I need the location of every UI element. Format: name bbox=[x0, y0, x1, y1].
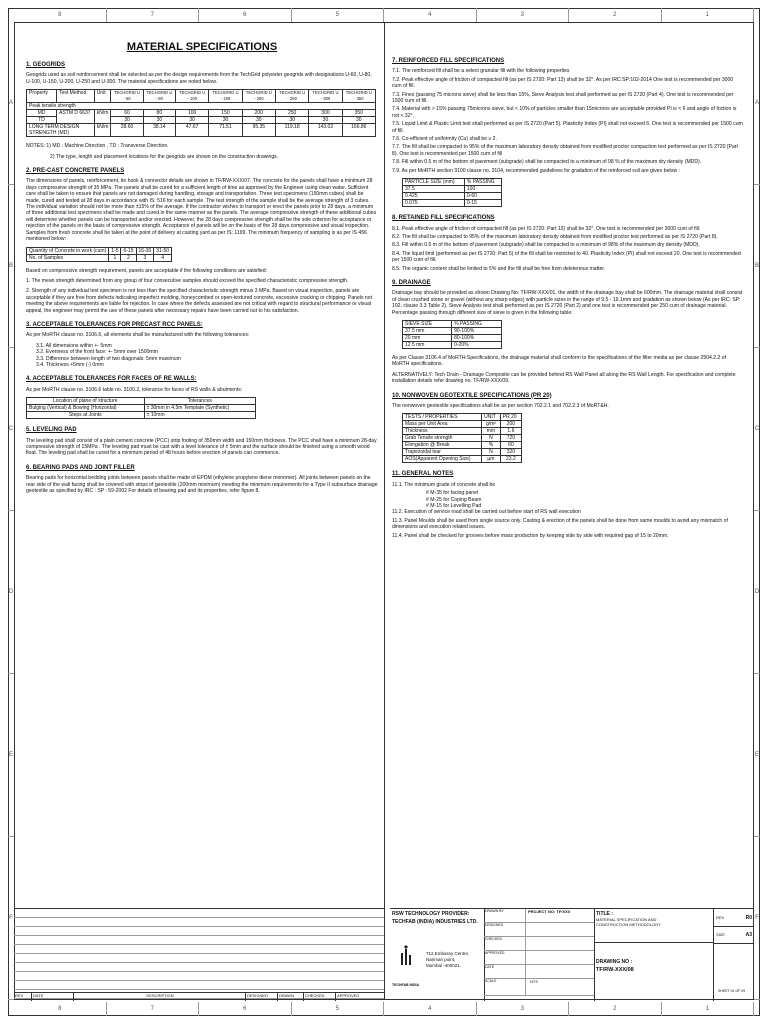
table-cell: 47.67 bbox=[175, 124, 208, 137]
row-marker: B bbox=[754, 185, 760, 348]
table-cell: 30 bbox=[342, 117, 375, 124]
row-marker: E bbox=[754, 674, 760, 837]
precast-panels-para: The dimensions of panels, reinforcement, tie hook & connector details are shown in TF/RW-XXX/07. The concrete for the panels shall have a minimum 28 days compressive strength of 35 MPa. The panels shall be cured for a sufficient length of time as approved by the Engineer using clean water. Sufficient care shall be taken to ensure that panels are not damaged during handling, storage and transportation. Three test specimens (150mm cubes) shall be made, cured and tested at 28 days in accordance with IS: 516 for each sample. The test strength of the sample shall be the average strength of 3 cubes. The individual variation should not be more than ±15% of the average. If the contractor wishes to transport or erect the panels prior to 28 days, a minimum of three additional test specimens shall be made and cured in the same manner as the panels. The average compressive strength of these additional cubes will determine whether panels can be transported and/or erected. However, the 28 days compressive strength shall be the sole criterion for acceptance or rejection of the panels on the basis of compressive strength. Acceptance of panels will be on the basis of the 28 days compressive and visual inspection. Samples from fresh concrete shall be taken at the point of delivery at casting yard as per IS: 1199. The minimum frequency of sampling is as per IS 456 mentioned below: bbox=[26, 178, 377, 243]
table-cell: 90-100% bbox=[452, 327, 502, 334]
bearing-pads-para: Bearing pads for horizontal bedding joints between panels shall be made of EPDM (ethylene propylene diene monomer). All joints between panels on the rear side of the wall facing shall be covered with strips of geotextile (200mm minimum) meeting the minimum requirements for a Type II subsurface drainage geotextile as specified by IRC : SP : 59-2002 For details of bearing pad and its properties, refer figure 8. bbox=[26, 475, 378, 495]
table-cell: 0-15 bbox=[464, 200, 501, 207]
table-cell: 38.14 bbox=[143, 124, 175, 137]
precast-panels-heading: 2. PRE-CAST CONCRETE PANELS bbox=[26, 168, 125, 175]
table-cell: Elongation @ Break bbox=[403, 442, 482, 449]
table-cell: 350 bbox=[342, 110, 375, 117]
table-header: TECHGRID U - 150 bbox=[209, 90, 242, 103]
bearing-pads-heading: 6. BEARING PADS AND JOINT FILLER bbox=[26, 464, 135, 471]
table-header: PARTICLE SIZE (mm) bbox=[403, 179, 465, 186]
row-marker: D bbox=[8, 511, 14, 674]
table-cell: 60 bbox=[111, 110, 143, 117]
table-cell: 320 bbox=[500, 449, 521, 456]
table-cell: 100 bbox=[175, 110, 208, 117]
list-item: 7.4. Material with > 15% passing 75microns sieve, but < 10% of particles smaller than 15microns are acceptable provided PI is < 6 and angle of friction is not < 32°. bbox=[392, 106, 737, 119]
revision-rows bbox=[14, 909, 384, 999]
rev-value: R0 bbox=[745, 914, 752, 921]
title-block-row bbox=[484, 937, 594, 951]
column-marker: 1 bbox=[662, 1002, 755, 1016]
title-block-row bbox=[484, 951, 594, 965]
rev-col: REV bbox=[14, 993, 32, 1001]
table-header: TESTS / PROPERTIES bbox=[403, 414, 482, 421]
list-item: 8.4. The liquid limit (performed as per IS 2720: Part 5) of the fill shall be restricted to 40. Plasticity Index (PI) shall not exceed 20. One test is recommended per 1500 cum of fill. bbox=[392, 250, 741, 264]
revision-header bbox=[14, 992, 384, 1001]
table-cell: 31-50 bbox=[154, 247, 172, 254]
provider-name: TECHFAB (INDIA) INDUSTRIES LTD. bbox=[392, 919, 478, 925]
table-cell: AOS(Apparent Opening Size) bbox=[403, 456, 482, 463]
title-block-row bbox=[484, 923, 594, 937]
table-header: PR 20 bbox=[500, 414, 521, 421]
column-marker: 4 bbox=[384, 8, 477, 22]
description-col: DESCRIPTION bbox=[74, 993, 246, 1001]
table-cell: No. of Samples bbox=[27, 254, 109, 261]
row-marker: F bbox=[8, 837, 14, 1000]
geotextile-heading: 10. NONWOVEN GEOTEXTILE SPECIFICATIONS (PR 20) bbox=[392, 392, 552, 399]
list-item: 11.3. Panel Moulds shall be used from single source only. Casting & erection of the panels shall be done from same moulds to avoid any mismatch of dimensions and execution related issues. bbox=[392, 517, 728, 531]
geogrids-intro: Geogrids used as soil reinforcement shall be selected as per the design requirements from the TechGrid polyester geogrids with designations U-60, U-80, U-100, U-150, U-200, U-250 and U-300. The material specifications are noted below. bbox=[26, 72, 372, 85]
table-cell: 30 bbox=[111, 117, 143, 124]
table-cell: 3 bbox=[136, 254, 154, 261]
sheet-number: SHEET 01 OF 09 bbox=[718, 989, 746, 993]
title-block-label: DRAWN BY bbox=[484, 909, 526, 922]
list-item: 11.2. Execution of service road shall be carried out before start of RS wall execution bbox=[392, 509, 581, 516]
table-cell: TD bbox=[27, 117, 57, 124]
table-header: Unit bbox=[94, 90, 111, 103]
table-cell: 300 bbox=[309, 110, 342, 117]
table-cell: 30 bbox=[242, 117, 275, 124]
table-cell: Quantity of Concrete in work (cum) bbox=[27, 247, 109, 254]
particle-size-table bbox=[402, 178, 502, 207]
row-marker: E bbox=[8, 674, 14, 837]
leveling-pad-para: The leveling pad shall consist of a plain cement concrete (PCC) strip footing of 350mm width and 150mm thickness. The PCC shall have a minimum 28-day compressive strength of 15MPa . The leveling pad must be cast with a level tolerance of ± 5mm and the surface should be finished using a smooth wood float. The leveling pad shall be cured for a minimum period of 48 hours before erection of panels can commence. bbox=[26, 437, 377, 457]
tolerance-item: 3.1. All dimensions within +- 5mm bbox=[36, 342, 112, 349]
list-item: 11.4. Panel shall be checked for grooves before mass production by keeping side by side with required gap of 15 to 20mm. bbox=[392, 532, 669, 539]
table-cell: 30 bbox=[309, 117, 342, 124]
table-header: TECHGRID U - 60 bbox=[111, 90, 143, 103]
sampling-frequency-table bbox=[26, 247, 172, 262]
table-cell: 16-30 bbox=[136, 247, 154, 254]
provider-label: RSW TECHNOLOGY PROVIDER: bbox=[392, 911, 470, 917]
title-block-row bbox=[484, 979, 594, 996]
list-item: 7.9. As per MoRTH section 3100 clause no. 3104, recommended guidelines for gradation of the reinforced soil are given below : bbox=[392, 167, 680, 174]
column-marker: 2 bbox=[569, 8, 662, 22]
table-cell: 80 bbox=[143, 110, 175, 117]
column-marker: 1 bbox=[662, 8, 755, 22]
list-item: 7.8. Fill within 0.5 m of the bottom of pavement (subgrade) shall be compacted to a minimum of 98 % of the maximum dry density (MDD). bbox=[392, 159, 702, 166]
table-cell: Bulging (Vertical) & Bowing (Horizontal) bbox=[27, 405, 145, 412]
table-cell: Mass per Unit Area bbox=[403, 421, 482, 428]
table-header: TECHGRID U - 100 bbox=[175, 90, 208, 103]
table-header: % PASSING bbox=[452, 320, 502, 327]
top-column-markers bbox=[14, 8, 754, 22]
table-header: Tolerances bbox=[144, 398, 255, 405]
column-marker: 5 bbox=[292, 1002, 385, 1016]
title-block bbox=[390, 908, 754, 1001]
list-item: 8.2. The fill shall be compacted to 95% of the maximum laboratory density obtained from modified proctor test performed as per IS 2720 (Part 8). bbox=[392, 233, 718, 240]
geogrid-spec-table bbox=[26, 89, 376, 137]
column-marker: 6 bbox=[199, 1002, 292, 1016]
title-block-label: SCALE bbox=[484, 979, 526, 995]
table-header: Test Method bbox=[57, 90, 95, 103]
drainage-heading: 9. DRAINAGE bbox=[392, 279, 431, 286]
title-block-label: CHECKED bbox=[484, 937, 526, 950]
address-line: 712,Embassy Centre, bbox=[426, 951, 470, 956]
acceptance-intro: Based on compressive strength requirement, panels are acceptable if the following conditions are satisfied: bbox=[26, 267, 267, 274]
title-block-row bbox=[484, 909, 594, 923]
list-item: # M-25 for Coping Beam bbox=[426, 496, 482, 503]
table-cell: 30 bbox=[275, 117, 308, 124]
table-cell: 37.5 bbox=[403, 186, 465, 193]
table-header: TECHGRID U - 350 bbox=[342, 90, 375, 103]
tolerance-item: 3.2. Evenness of the front face: +- 5mm over 1500mm bbox=[36, 349, 158, 356]
list-item: # M-15 for Levelling Pad bbox=[426, 503, 482, 510]
column-marker: 4 bbox=[384, 1002, 477, 1016]
table-cell: 250 bbox=[275, 110, 308, 117]
table-cell: 95.35 bbox=[242, 124, 275, 137]
table-cell: 60 bbox=[500, 442, 521, 449]
table-cell: Trapezoidal tear bbox=[403, 449, 482, 456]
re-wall-tolerances-intro: As per MoRTH clause no. 3106.6 table no. 3100.2, tolerance for faces of RS walls & abutments: bbox=[26, 386, 243, 393]
geotextile-intro: The nonwoven geotextile specifications shall be as per section 702.2.1 and 702.2.3 of MoRT&H. bbox=[392, 403, 609, 409]
table-cell: 143.02 bbox=[309, 124, 342, 137]
logo-text: TECHFAB INDIA bbox=[392, 983, 420, 987]
title-text-line: MATERIAL SPECIFICATION AND bbox=[596, 917, 657, 922]
table-cell: ± 30mm in 4.5m Template (Synthetic) bbox=[144, 405, 255, 412]
date-col: DATE bbox=[32, 993, 74, 1001]
table-cell: MD bbox=[27, 110, 57, 117]
table-cell: 150 bbox=[209, 110, 242, 117]
column-marker: 6 bbox=[199, 8, 292, 22]
size-value: A3 bbox=[745, 931, 752, 938]
table-cell: N bbox=[482, 449, 501, 456]
tolerance-item: 3.3. Difference between length of two diagonals: 5mm maximum bbox=[36, 355, 181, 362]
drainage-after: As per Clause 3106.4 of MoRTH Specifications, the drainage material shall conform to the specifications of the filter media as per clause 2504.2.2 of MoRTH specifications. bbox=[392, 354, 727, 368]
geogrids-heading: 1. GEOGRIDS bbox=[26, 62, 66, 68]
table-cell: 1 bbox=[109, 254, 121, 261]
list-item: 11.1. The minimum grade of concrete shall be bbox=[392, 481, 496, 488]
row-marker: A bbox=[754, 22, 760, 185]
geotextile-table bbox=[402, 413, 522, 463]
table-cell: Grab Tensile strength bbox=[403, 435, 482, 442]
checked-col: CHECKED bbox=[304, 993, 336, 1001]
table-cell: 30 bbox=[143, 117, 175, 124]
table-cell: 20 mm bbox=[403, 334, 452, 341]
drainage-para: Drainage bay should be provided as shown Drawing No: TF/RW-XXX/01. the width of the drainage bay shall be 600mm. The drainage material shall consist of clean crushed stone or gravel (without any sharp edges) with particle sizes in the range of 9.5 - 19.1mm and gradation as shown below (As per IRC: SP: 102, clause 3.3 Table 2). Sieve Analysis test shall performed as per IS 2720 (Part 2) and one test is recommended per 250 cum of drainage material. Percentage passing through different size of sieve is given in the following table: bbox=[392, 290, 743, 316]
table-cell: µm bbox=[482, 456, 501, 463]
table-cell: 30 bbox=[175, 117, 208, 124]
reinforced-fill-heading: 7. REINFORCED FILL SPECIFICATIONS bbox=[392, 58, 505, 64]
right-column bbox=[392, 58, 744, 541]
table-header: SIEVE SIZE bbox=[403, 320, 452, 327]
approved-col: APPROVED bbox=[337, 993, 360, 998]
column-marker: 8 bbox=[14, 1002, 107, 1016]
precast-tolerances-heading: 3. ACCEPTABLE TOLERANCES FOR PRECAST RCC PANELS: bbox=[26, 321, 203, 328]
row-marker: B bbox=[8, 185, 14, 348]
table-cell: 166.86 bbox=[342, 124, 375, 137]
table-cell: 200 bbox=[242, 110, 275, 117]
list-item: 8.1. Peak effective angle of friction of compacted fill (as per IS 2720: Part 13) shall be 32°. One test is recommended per 3000 cum of fill. bbox=[392, 225, 701, 232]
table-cell: 119.18 bbox=[275, 124, 308, 137]
address-line: Nariman point, bbox=[426, 957, 456, 962]
table-cell: kN/m bbox=[94, 124, 111, 137]
table-cell: 0-60 bbox=[464, 193, 501, 200]
title-block-label: APPROVED bbox=[484, 951, 526, 964]
peak-tensile-label: Peak tensile strength bbox=[27, 103, 376, 110]
drawing-no-label: DRAWING NO : bbox=[596, 959, 633, 965]
geogrid-note-2: 2) The type, length and placement locations for the geogrids are shown on the construction drawings. bbox=[50, 153, 279, 160]
title-block-label: DESIGNED bbox=[484, 923, 526, 936]
drawing-no: TF/RW-XXX/08 bbox=[596, 967, 634, 973]
table-header: Location of plane of structure bbox=[27, 398, 145, 405]
revision-table bbox=[14, 908, 384, 1001]
list-item: 7.1. The reinforced fill shall be a select granular fill with the following properties bbox=[392, 68, 570, 75]
row-marker: A bbox=[8, 22, 14, 185]
table-cell: LONG TERM DESIGN STRENGTH (MD) bbox=[27, 124, 95, 137]
list-item: 7.7. The fill shall be compacted to 95% of the maximum laboratory density obtained from modified proctor compaction test performed as per IS 2720 (Part 8). One test is recommended per 1500 cum of fill bbox=[392, 144, 738, 157]
column-marker: 5 bbox=[292, 8, 385, 22]
table-cell: 80-100% bbox=[452, 334, 502, 341]
sieve-table bbox=[402, 320, 502, 349]
row-marker: C bbox=[8, 348, 14, 511]
column-marker: 7 bbox=[107, 8, 200, 22]
table-cell: 1-5 bbox=[109, 247, 121, 254]
acceptance-condition-2: 2. Strength of any individual test specimen is not less than the specified characteristic strength minus 3 MPa. Based on visual inspection, panels are acceptable if they are free from defects indicating imperfect molding, honeycombed or open-textured concrete, excessive cracking or chipping. Panels not meeting the above requirements are liable for rejection. In case where the defects assessed are not critical with regard to structural performance or visual appeal, the engineer may permit the use of these panels after necessary repairs have been carried out to his satisfaction. bbox=[26, 288, 372, 314]
row-marker: F bbox=[754, 837, 760, 1000]
designed-col: DESIGNED bbox=[246, 993, 278, 1001]
table-cell: 30 bbox=[209, 117, 242, 124]
table-header: % PASSING bbox=[464, 179, 501, 186]
table-cell: 0.425 bbox=[403, 193, 465, 200]
general-notes-heading: 11. GENERAL NOTES bbox=[392, 471, 454, 478]
table-cell: 200 bbox=[500, 421, 521, 428]
precast-tolerances-intro: As per MoRTH clause no. 3106.6, all elements shall be manufactured with the following tolerances: bbox=[26, 332, 250, 339]
title-label: TITLE : bbox=[596, 911, 613, 917]
right-row-markers bbox=[754, 22, 760, 1000]
tolerance-item: 3.4. Thickness +5mm (-) 0mm bbox=[36, 361, 104, 368]
techfab-logo bbox=[398, 945, 416, 975]
size-label: SIZE bbox=[716, 932, 725, 937]
list-item: 7.6. Co-efficient of uniformity (Cu) shall be ≥ 2. bbox=[392, 136, 497, 143]
title-block-row bbox=[484, 965, 594, 979]
table-header: TECHGRID U - 80 bbox=[143, 90, 175, 103]
table-cell: N bbox=[482, 435, 501, 442]
column-divider bbox=[384, 22, 385, 1000]
table-header: TECHGRID U - 200 bbox=[242, 90, 275, 103]
title-block-label: DATE bbox=[484, 965, 526, 978]
acceptance-condition-1: 1. The mean strength determined from any group of four consecutive samples should exceed the specified characteristic compressive strength. bbox=[26, 277, 349, 284]
title-text-line: CONSTRUCTION METHODOLOGY bbox=[596, 922, 661, 927]
drainage-alternative: ALTERNATIVELY: Tech Drain - Drainage Composite can be provided behind RS Wall Panel all along the RS Wall Length. For specification and complete installation details refer drawing no. TF/RW-XXX/09. bbox=[392, 371, 736, 385]
list-item: 7.2. Peak effective angle of friction of compacted fill (as per IS 2720: Part 13) shall be 32°. As per IRC:SP:102-2014 One test is recommended per 3000 cum of fill. bbox=[392, 76, 734, 90]
table-header: UNIT bbox=[482, 414, 501, 421]
leveling-pad-heading: 5. LEVELING PAD bbox=[26, 427, 77, 434]
row-marker: D bbox=[754, 511, 760, 674]
document-title: MATERIAL SPECIFICATIONS bbox=[126, 41, 278, 53]
table-cell: mm bbox=[482, 428, 501, 435]
column-marker: 3 bbox=[477, 1002, 570, 1016]
row-marker: C bbox=[754, 348, 760, 511]
table-cell: % bbox=[482, 442, 501, 449]
re-wall-tolerances-heading: 4. ACCEPTABLE TOLERANCES FOR FACES OF RE WALLS: bbox=[26, 376, 197, 383]
project-no: PROJECT NO: TF/XXX bbox=[528, 909, 571, 914]
table-cell: Thickness bbox=[403, 428, 482, 435]
rev-label: REV bbox=[716, 915, 725, 920]
bottom-column-markers bbox=[14, 1002, 754, 1016]
left-column bbox=[26, 40, 378, 498]
list-item: 8.5. The organic content shall be limited to 5% and the fill shall be free from deleterious matter. bbox=[392, 265, 606, 272]
table-cell: g/m² bbox=[482, 421, 501, 428]
list-item: 8.3. Fill within 0.5 m of the bottom of pavement (subgrade) shall be compacted to a minimum of 98% of the maximum dry density (MDD). bbox=[392, 242, 700, 249]
table-cell: 4 bbox=[154, 254, 172, 261]
list-item: 7.5. Liquid Limit & Plastic Limit test shall performed as per IS 2720 (Part 5). Plasticity Index (PI) shall not exceed 6. One test is recommended per 1500 cum of fill. bbox=[392, 121, 743, 134]
column-marker: 7 bbox=[107, 1002, 200, 1016]
drawn-col: DRAWN bbox=[278, 993, 304, 1001]
table-cell: 71.51 bbox=[209, 124, 242, 137]
table-cell: 720 bbox=[500, 435, 521, 442]
table-cell: 1.6 bbox=[500, 428, 521, 435]
table-cell: 23.2 bbox=[500, 456, 521, 463]
table-cell: ASTM D 6637 bbox=[57, 110, 95, 124]
face-tolerance-table bbox=[26, 397, 256, 419]
address-line: Mumbai -400021. bbox=[426, 963, 462, 968]
table-cell: 2 bbox=[121, 254, 136, 261]
list-item: # M-35 for facing panel bbox=[426, 490, 479, 497]
table-cell: 0.075 bbox=[403, 200, 465, 207]
table-cell: 100 bbox=[464, 186, 501, 193]
table-cell: 28.60 bbox=[111, 124, 143, 137]
table-header: Property bbox=[27, 90, 57, 103]
table-header: TECHGRID U - 300 bbox=[309, 90, 342, 103]
table-cell: Steps at Joints bbox=[27, 412, 145, 419]
table-cell: 37.5 mm bbox=[403, 327, 452, 334]
list-item: 7.3. Fines (passing 75 microns sieve) shall be less than 15%, Sieve Analysis test shall performed as per IS 2720 (Part 4). One test is recommended per 1500 cum of fill. bbox=[392, 91, 734, 105]
column-marker: 8 bbox=[14, 8, 107, 22]
table-cell: 12.5 mm bbox=[403, 341, 452, 348]
geogrid-note-1: NOTES: 1) MD : Machine Direction , TD : Transverse Direction. bbox=[26, 143, 169, 150]
column-marker: 3 bbox=[477, 8, 570, 22]
table-header: TECHGRID U - 250 bbox=[275, 90, 308, 103]
table-cell: 0-20% bbox=[452, 341, 502, 348]
retained-fill-heading: 8. RETAINED FILL SPECIFICATIONS bbox=[392, 215, 495, 222]
column-marker: 2 bbox=[569, 1002, 662, 1016]
table-cell: 6-15 bbox=[121, 247, 136, 254]
table-cell: kN/m bbox=[94, 110, 111, 124]
scale-value: NTS bbox=[530, 979, 538, 984]
table-cell: ± 10mm bbox=[144, 412, 255, 419]
